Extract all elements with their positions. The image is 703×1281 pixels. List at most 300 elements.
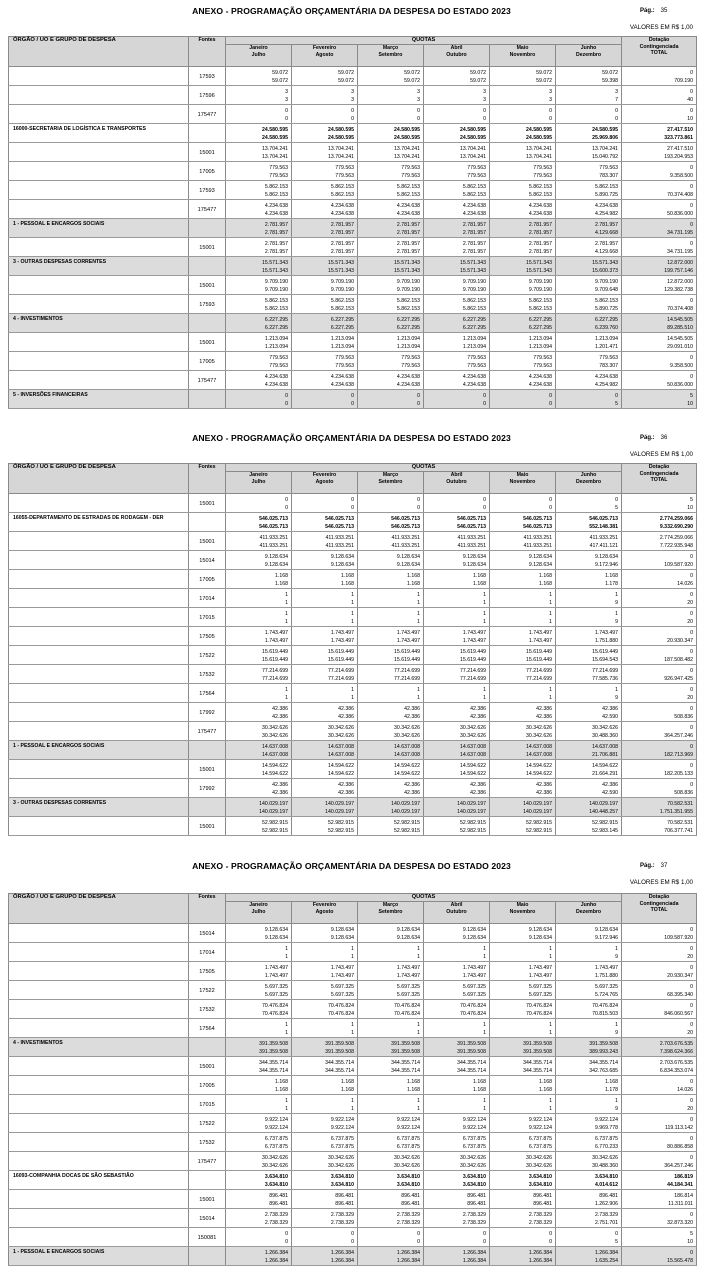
dotacao-contingenciada: 0	[690, 202, 694, 209]
source-row	[9, 684, 697, 703]
quota-second-semester: 77.214.699	[526, 675, 552, 682]
quota-cell	[358, 1190, 424, 1209]
quota-cell	[556, 981, 622, 1000]
quota-second-semester: 9.709.190	[462, 286, 486, 293]
row-label	[9, 779, 189, 798]
quota-second-semester: 1	[417, 694, 420, 701]
quota-first-semester: 411.933.251	[259, 534, 288, 541]
dotacao-total: 119.113.142	[664, 1124, 694, 1131]
quota-first-semester: 1	[483, 945, 486, 952]
quota-second-semester: 140.029.197	[325, 808, 354, 815]
quota-cell	[556, 124, 622, 143]
quota-first-semester: 14.594.622	[328, 762, 354, 769]
quota-second-semester: 5	[615, 1238, 619, 1245]
quota-second-semester: 779.563	[401, 172, 420, 179]
quota-second-semester: 30.342.626	[328, 732, 354, 739]
quota-cell	[226, 608, 292, 627]
quota-first-semester: 6.227.295	[330, 316, 354, 323]
quota-second-semester: 25.969.806	[592, 134, 619, 141]
quota-first-semester: 779.563	[401, 164, 420, 171]
dotacao-contingenciada: 0	[690, 1021, 694, 1028]
quota-first-semester: 344.355.714	[457, 1059, 486, 1066]
quota-first-semester: 0	[351, 107, 354, 114]
quota-cell	[490, 238, 556, 257]
quota-first-semester: 30.342.626	[394, 1154, 420, 1161]
quota-cell	[358, 162, 424, 181]
quota-cell	[556, 1076, 622, 1095]
source-row	[9, 981, 697, 1000]
quota-first-semester: 0	[285, 392, 288, 399]
quota-second-semester: 1	[549, 1105, 552, 1112]
fonte-code: 17564	[189, 1019, 226, 1038]
quota-second-semester: 1	[417, 618, 420, 625]
source-row	[9, 608, 697, 627]
fonte-code	[189, 1038, 226, 1057]
quota-second-semester: 30.488.360	[592, 1162, 619, 1169]
fonte-code: 175477	[189, 105, 226, 124]
quota-first-semester: 4.234.638	[330, 202, 354, 209]
fonte-code	[189, 741, 226, 760]
quota-first-semester: 5.697.325	[462, 983, 486, 990]
quota-second-semester: 24.580.595	[328, 134, 354, 141]
fonte-code	[189, 798, 226, 817]
quota-first-semester: 9.922.124	[330, 1116, 354, 1123]
row-label	[9, 276, 189, 295]
quota-cell	[358, 276, 424, 295]
quota-second-semester: 7	[615, 96, 619, 103]
quota-cell	[226, 817, 292, 836]
quota-first-semester: 140.029.197	[457, 800, 486, 807]
quota-first-semester: 5.862.153	[396, 297, 420, 304]
page-number	[640, 863, 667, 869]
quota-first-semester: 1.743.497	[264, 629, 288, 636]
row-label	[9, 1209, 189, 1228]
table-body	[9, 494, 697, 836]
row-label	[9, 1000, 189, 1019]
quota-cell	[556, 162, 622, 181]
quota-second-semester: 1	[285, 599, 288, 606]
quota-cell	[556, 760, 622, 779]
quota-cell	[226, 962, 292, 981]
header-dotacao	[622, 37, 697, 67]
quota-second-semester: 0	[285, 115, 288, 122]
quota-cell	[424, 494, 490, 513]
quota-first-semester: 4.234.638	[330, 373, 354, 380]
dotacao-cell	[622, 741, 697, 760]
quota-first-semester: 140.029.197	[259, 800, 288, 807]
quota-first-semester: 24.580.595	[394, 126, 420, 133]
quota-second-semester: 0	[417, 504, 420, 511]
quota-first-semester: 52.982.915	[262, 819, 288, 826]
quota-first-semester: 1	[417, 686, 420, 693]
quota-second-semester: 14.637.008	[526, 751, 552, 758]
quota-second-semester: 5.862.153	[264, 191, 288, 198]
quota-second-semester: 3.634.810	[528, 1181, 552, 1188]
dotacao-total: 199.757.146	[664, 267, 694, 274]
quota-cell	[226, 1171, 292, 1190]
values-note: VALORES EM R$ 1,00	[629, 24, 693, 31]
quota-first-semester: 1	[417, 610, 420, 617]
quota-cell	[292, 817, 358, 836]
quota-first-semester: 2.738.329	[462, 1211, 486, 1218]
quota-cell	[358, 1038, 424, 1057]
dotacao-cell	[622, 238, 697, 257]
quota-cell	[292, 352, 358, 371]
source-row	[9, 67, 697, 86]
fonte-code: 17505	[189, 962, 226, 981]
quota-second-semester: 70.476.824	[460, 1010, 486, 1017]
quota-second-semester: 9.922.124	[462, 1124, 486, 1131]
quota-cell	[226, 981, 292, 1000]
quota-first-semester: 77.214.699	[526, 667, 552, 674]
quota-second-semester: 15.619.449	[394, 656, 420, 663]
quota-second-semester: 4.234.638	[462, 381, 486, 388]
dotacao-cell	[622, 1171, 697, 1190]
dotacao-cell	[622, 684, 697, 703]
quota-first-semester: 344.355.714	[259, 1059, 288, 1066]
quota-second-semester: 5.697.325	[396, 991, 420, 998]
quota-cell	[226, 200, 292, 219]
quota-first-semester: 9.128.634	[264, 926, 288, 933]
quota-cell	[490, 86, 556, 105]
quota-cell	[292, 314, 358, 333]
row-label	[9, 1190, 189, 1209]
quota-second-semester: 779.563	[467, 362, 486, 369]
quota-second-semester: 3.634.810	[330, 1181, 354, 1188]
quota-second-semester: 411.933.251	[259, 542, 288, 549]
quota-cell	[556, 1171, 622, 1190]
quota-cell	[226, 665, 292, 684]
quota-cell	[292, 703, 358, 722]
dotacao-cell	[622, 276, 697, 295]
dotacao-total: 323.773.861	[664, 134, 694, 141]
quota-first-semester: 1	[351, 945, 354, 952]
quota-second-semester: 5	[615, 504, 619, 511]
group-row	[9, 390, 697, 409]
header-month-name: Abril	[450, 472, 463, 478]
fonte-code: 15001	[189, 333, 226, 352]
quota-second-semester: 1.168	[275, 1086, 288, 1093]
dotacao-contingenciada: 27.417.510	[667, 145, 694, 152]
quota-cell	[226, 741, 292, 760]
quota-first-semester: 3	[285, 88, 288, 95]
quota-second-semester: 4.234.638	[396, 210, 420, 217]
quota-first-semester: 4.234.638	[396, 373, 420, 380]
quota-first-semester: 15.619.449	[526, 648, 552, 655]
quota-cell	[556, 333, 622, 352]
dotacao-contingenciada: 186.814	[674, 1192, 694, 1199]
source-row	[9, 200, 697, 219]
quota-cell	[226, 1038, 292, 1057]
quota-cell	[490, 532, 556, 551]
quota-second-semester: 1.168	[275, 580, 288, 587]
quota-second-semester: 9	[615, 618, 619, 625]
dotacao-total: 20.930.347	[667, 637, 694, 644]
quota-first-semester: 1	[351, 610, 354, 617]
quota-cell	[424, 86, 490, 105]
source-row	[9, 722, 697, 741]
quota-first-semester: 5.697.325	[330, 983, 354, 990]
quota-cell	[424, 105, 490, 124]
quota-second-semester: 1.751.880	[594, 972, 619, 979]
quota-first-semester: 59.072	[272, 69, 288, 76]
quota-cell	[358, 1057, 424, 1076]
quota-first-semester: 1.168	[275, 1078, 288, 1085]
header-month-name: Dezembro	[575, 908, 602, 915]
quota-first-semester: 1	[285, 1097, 288, 1104]
quota-second-semester: 5.862.153	[396, 305, 420, 312]
dotacao-contingenciada: 0	[690, 107, 694, 114]
quota-second-semester: 1.168	[407, 1086, 420, 1093]
dotacao-total: 109.587.920	[664, 561, 694, 568]
quota-first-semester: 77.214.699	[460, 667, 486, 674]
quota-first-semester: 0	[417, 107, 420, 114]
quota-cell	[226, 124, 292, 143]
fonte-code: 15014	[189, 551, 226, 570]
quota-first-semester: 391.359.508	[457, 1040, 486, 1047]
quota-cell	[490, 295, 556, 314]
quota-cell	[358, 333, 424, 352]
quota-cell	[556, 703, 622, 722]
quota-first-semester: 546.025.713	[259, 515, 288, 522]
quota-cell	[292, 589, 358, 608]
header-month-name: Setembro	[378, 478, 403, 485]
quota-cell	[490, 551, 556, 570]
dotacao-contingenciada: 2.774.259.066	[659, 515, 694, 522]
fonte-code: 17532	[189, 665, 226, 684]
quota-cell	[358, 1171, 424, 1190]
row-label	[9, 295, 189, 314]
quota-cell	[358, 1228, 424, 1247]
row-label	[9, 608, 189, 627]
quota-cell	[358, 981, 424, 1000]
quota-first-semester: 0	[351, 392, 354, 399]
quota-second-semester: 5.697.325	[330, 991, 354, 998]
quota-second-semester: 0	[351, 504, 354, 511]
fonte-code: 17522	[189, 646, 226, 665]
quota-first-semester: 14.637.008	[328, 743, 354, 750]
quota-cell	[358, 219, 424, 238]
quota-cell	[358, 124, 424, 143]
dotacao-total: 11.311.011	[668, 1200, 694, 1207]
source-row	[9, 295, 697, 314]
dotacao-contingenciada: 0	[690, 1249, 694, 1256]
table-header	[9, 37, 697, 67]
quota-second-semester: 4.234.638	[330, 210, 354, 217]
quota-cell	[358, 817, 424, 836]
quota-first-semester: 15.619.449	[394, 648, 420, 655]
quota-first-semester: 1.743.497	[330, 629, 354, 636]
header-quotas: QUOTAS	[226, 894, 622, 902]
dotacao-cell	[622, 1190, 697, 1209]
row-label: 3 - OUTRAS DESPESAS CORRENTES	[9, 798, 189, 817]
quota-second-semester: 4.234.638	[330, 381, 354, 388]
quota-first-semester: 3	[615, 88, 619, 95]
quota-second-semester: 1	[417, 1105, 420, 1112]
quota-second-semester: 9.128.634	[528, 561, 552, 568]
quota-second-semester: 1.213.094	[462, 343, 486, 350]
fonte-code: 17015	[189, 608, 226, 627]
header-month	[226, 902, 292, 924]
header-dotacao	[622, 464, 697, 494]
page-number-value: 36	[660, 435, 668, 441]
quota-first-semester: 896.481	[401, 1192, 420, 1199]
dotacao-contingenciada: 0	[690, 373, 694, 380]
quota-second-semester: 1.743.497	[462, 637, 486, 644]
quota-cell	[226, 722, 292, 741]
quota-second-semester: 2.781.957	[264, 229, 288, 236]
quota-cell	[424, 924, 490, 943]
quota-second-semester: 0	[549, 1238, 552, 1245]
dotacao-cell	[622, 1038, 697, 1057]
quota-cell	[490, 1076, 556, 1095]
quota-first-semester: 3	[417, 88, 420, 95]
quota-second-semester: 6.737.875	[462, 1143, 486, 1150]
quota-second-semester: 3.634.810	[264, 1181, 288, 1188]
quota-second-semester: 15.619.449	[328, 656, 354, 663]
quota-first-semester: 0	[549, 1230, 552, 1237]
quota-cell	[226, 513, 292, 532]
quota-cell	[424, 760, 490, 779]
header-fontes: Fontes	[189, 37, 226, 67]
quota-second-semester: 42.386	[338, 789, 354, 796]
quota-first-semester: 0	[549, 496, 552, 503]
quota-cell	[490, 684, 556, 703]
fonte-code	[189, 1171, 226, 1190]
quota-cell	[490, 352, 556, 371]
quota-cell	[292, 943, 358, 962]
source-row	[9, 1076, 697, 1095]
dotacao-total: 34.731.195	[667, 229, 694, 236]
fonte-code: 15014	[189, 924, 226, 943]
quota-cell	[424, 779, 490, 798]
quota-first-semester: 1.168	[539, 572, 552, 579]
quota-second-semester: 1.743.497	[264, 972, 288, 979]
quota-first-semester: 3.634.810	[462, 1173, 486, 1180]
quota-cell	[490, 333, 556, 352]
dotacao-cell	[622, 105, 697, 124]
source-row	[9, 779, 697, 798]
quota-cell	[424, 1000, 490, 1019]
quota-first-semester: 779.563	[599, 354, 619, 361]
quota-second-semester: 14.637.008	[394, 751, 420, 758]
quota-cell	[556, 722, 622, 741]
quota-cell	[292, 295, 358, 314]
quota-cell	[556, 962, 622, 981]
dotacao-total: 20	[687, 1105, 694, 1112]
quota-first-semester: 6.227.295	[462, 316, 486, 323]
quota-cell	[490, 817, 556, 836]
quota-second-semester: 15.571.343	[460, 267, 486, 274]
quota-cell	[490, 798, 556, 817]
quota-first-semester: 70.476.824	[262, 1002, 288, 1009]
quota-cell	[490, 665, 556, 684]
fonte-code	[189, 219, 226, 238]
quota-cell	[556, 276, 622, 295]
dotacao-contingenciada: 0	[690, 183, 694, 190]
quota-cell	[490, 200, 556, 219]
fonte-code: 15001	[189, 760, 226, 779]
quota-cell	[556, 798, 622, 817]
quota-first-semester: 1	[615, 686, 619, 693]
quota-second-semester: 0	[351, 400, 354, 407]
quota-cell	[226, 162, 292, 181]
quota-cell	[556, 1000, 622, 1019]
dotacao-total: 10	[687, 400, 694, 407]
quota-cell	[226, 1190, 292, 1209]
dotacao-contingenciada: 0	[690, 572, 694, 579]
quota-cell	[292, 551, 358, 570]
quota-cell	[292, 181, 358, 200]
quota-cell	[556, 143, 622, 162]
quota-cell	[424, 352, 490, 371]
quota-second-semester: 1	[483, 953, 486, 960]
source-row	[9, 1095, 697, 1114]
dotacao-contingenciada: 0	[690, 1097, 694, 1104]
dotacao-cell	[622, 314, 697, 333]
quota-second-semester: 3.634.810	[396, 1181, 420, 1188]
dotacao-total: 7.398.624.366	[659, 1048, 694, 1055]
quota-cell	[292, 257, 358, 276]
dotacao-contingenciada: 0	[690, 648, 694, 655]
dotacao-cell	[622, 1114, 697, 1133]
quota-cell	[424, 1152, 490, 1171]
quota-second-semester: 1.743.497	[528, 972, 552, 979]
quota-first-semester: 42.386	[404, 781, 420, 788]
quota-second-semester: 1.213.094	[396, 343, 420, 350]
quota-cell	[226, 295, 292, 314]
budget-table	[8, 36, 697, 409]
dotacao-contingenciada: 0	[690, 1116, 694, 1123]
quota-cell	[292, 1209, 358, 1228]
dotacao-cell	[622, 962, 697, 981]
quota-second-semester: 1	[549, 953, 552, 960]
group-row	[9, 257, 697, 276]
quota-second-semester: 70.476.824	[328, 1010, 354, 1017]
row-label	[9, 570, 189, 589]
table-body	[9, 924, 697, 1266]
fonte-code: 15001	[189, 143, 226, 162]
dotacao-contingenciada: 5	[690, 392, 694, 399]
quota-second-semester: 42.386	[404, 789, 420, 796]
quota-cell	[358, 181, 424, 200]
quota-first-semester: 5.697.325	[264, 983, 288, 990]
header-month	[556, 472, 622, 494]
dotacao-cell	[622, 943, 697, 962]
fonte-code: 17505	[189, 627, 226, 646]
header-month-name: Novembro	[509, 51, 536, 58]
quota-cell	[358, 551, 424, 570]
quota-second-semester: 15.571.343	[262, 267, 288, 274]
budget-table	[8, 893, 697, 1266]
values-note: VALORES EM R$ 1,00	[629, 451, 693, 458]
quota-second-semester: 0	[483, 115, 486, 122]
quota-second-semester: 552.148.381	[589, 523, 619, 530]
quota-first-semester: 0	[615, 392, 619, 399]
quota-first-semester: 30.342.626	[592, 1154, 619, 1161]
header-month-name: Dezembro	[575, 51, 602, 58]
fonte-code: 15001	[189, 1057, 226, 1076]
fonte-code: 17992	[189, 703, 226, 722]
quota-first-semester: 77.214.699	[262, 667, 288, 674]
quota-cell	[490, 494, 556, 513]
quota-first-semester: 5.697.325	[528, 983, 552, 990]
quota-cell	[292, 1000, 358, 1019]
quota-first-semester: 1.213.094	[594, 335, 619, 342]
row-label: 16093-COMPANHIA DOCAS DE SÃO SEBASTIÃO	[9, 1171, 189, 1190]
quota-first-semester: 1.266.384	[594, 1249, 619, 1256]
quota-cell	[490, 105, 556, 124]
